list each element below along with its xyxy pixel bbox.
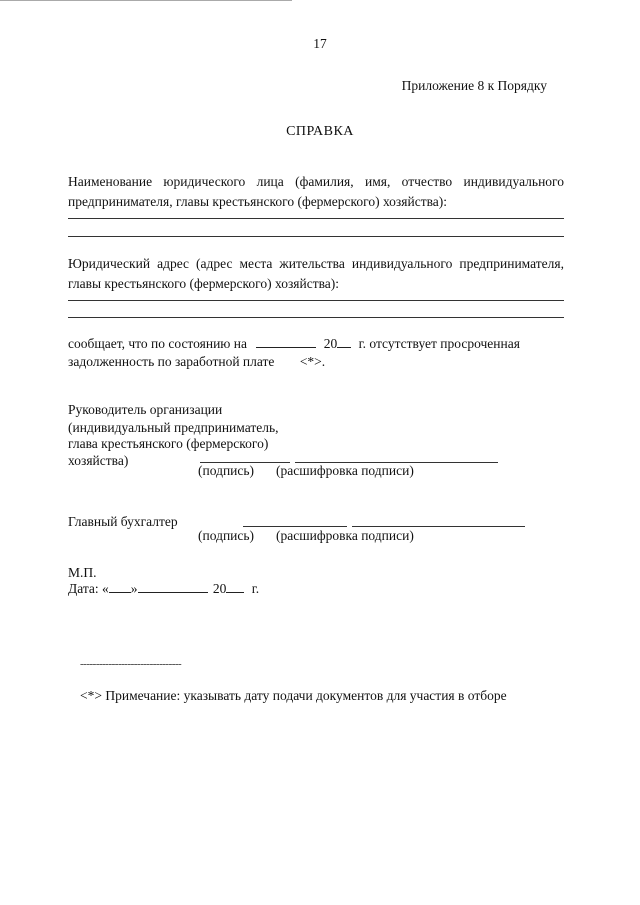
stamp-place: М.П. bbox=[68, 565, 97, 580]
head-label-line1: Руководитель организации bbox=[68, 402, 223, 417]
statement-text-part2: г. отсутствует просроченная bbox=[358, 336, 520, 351]
date-label: Дата: « bbox=[68, 581, 109, 596]
statement-date-input[interactable] bbox=[256, 334, 316, 348]
accountant-label: Главный бухгалтер bbox=[68, 514, 178, 529]
date-close-quote: » bbox=[130, 581, 138, 596]
head-signature-caption: (подпись) bbox=[198, 463, 255, 478]
scan-top-edge-line bbox=[0, 0, 292, 1]
date-row bbox=[68, 579, 564, 599]
appendix-reference: Приложение 8 к Порядку bbox=[401, 78, 547, 93]
accountant-signature-input[interactable] bbox=[243, 526, 347, 527]
statement-line1 bbox=[68, 334, 564, 354]
legal-name-label-line1: Наименование юридического лица (фамилия, имя, отчество индивидуального bbox=[68, 174, 564, 189]
statement-footnote-mark: <*>. bbox=[299, 354, 326, 369]
date-day-input[interactable] bbox=[109, 579, 131, 593]
legal-address-input-line-1[interactable] bbox=[68, 300, 564, 301]
date-year-prefix: 20 bbox=[212, 581, 227, 596]
legal-name-input-line-1[interactable] bbox=[68, 218, 564, 219]
head-label-line3: глава крестьянского (фермерского) bbox=[68, 436, 269, 451]
page-number: 17 bbox=[313, 36, 327, 51]
statement-year-input[interactable] bbox=[337, 334, 351, 348]
legal-address-input-line-2[interactable] bbox=[68, 317, 564, 318]
legal-address-label-line2: главы крестьянского (фермерского) хозяйства): bbox=[68, 276, 340, 291]
statement-line2 bbox=[68, 352, 564, 372]
head-decoding-caption: (расшифровка подписи) bbox=[276, 463, 414, 478]
date-month-input[interactable] bbox=[138, 579, 208, 593]
date-year-input[interactable] bbox=[226, 579, 244, 593]
accountant-decoding-caption: (расшифровка подписи) bbox=[276, 528, 414, 543]
statement-text-line2: задолженность по заработной плате bbox=[68, 354, 275, 369]
legal-name-input-line-2[interactable] bbox=[68, 236, 564, 237]
date-year-suffix: г. bbox=[251, 581, 260, 596]
legal-address-label-line1: Юридический адрес (адрес места жительства индивидуального предпринимателя, bbox=[68, 256, 564, 271]
document-title: СПРАВКА bbox=[286, 124, 354, 139]
accountant-signature-caption: (подпись) bbox=[198, 528, 255, 543]
head-label-line4: хозяйства) bbox=[68, 453, 129, 468]
statement-year-prefix: 20 bbox=[323, 336, 338, 351]
footnote-separator: -------------------------------- bbox=[80, 658, 182, 670]
head-label-line2: (индивидуальный предприниматель, bbox=[68, 420, 279, 435]
footnote-text: <*> Примечание: указывать дату подачи документов для участия в отборе bbox=[80, 688, 507, 703]
statement-text-part1: сообщает, что по состоянию на bbox=[68, 336, 247, 351]
accountant-signature-decoding-input[interactable] bbox=[352, 526, 525, 527]
legal-name-label-line2: предпринимателя, главы крестьянского (фермерского) хозяйства): bbox=[68, 194, 448, 209]
